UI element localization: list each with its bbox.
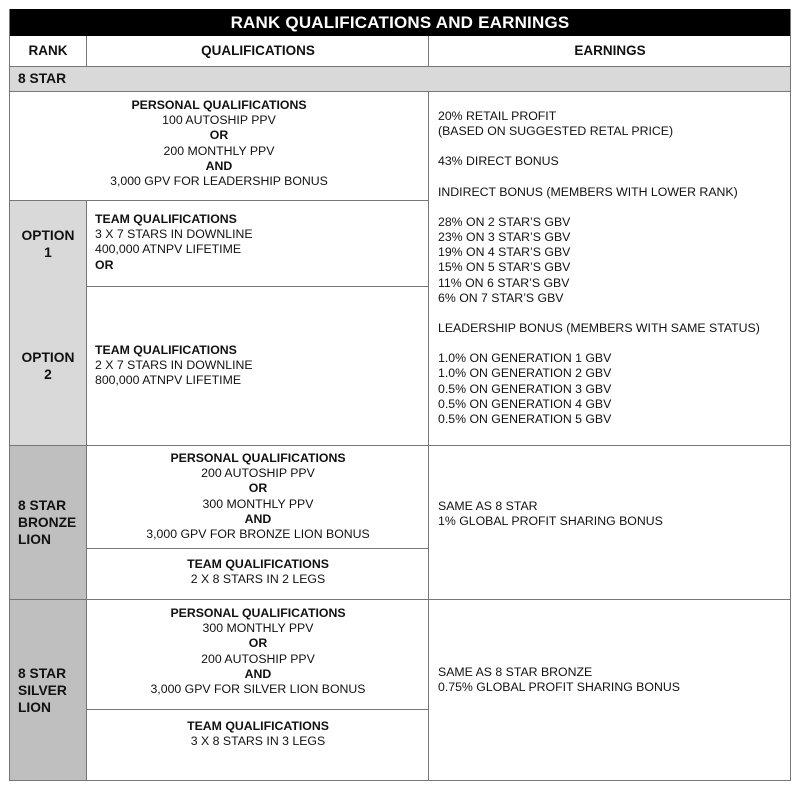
- column-divider: [86, 36, 87, 66]
- qual-line: 200 MONTHLY PPV: [163, 143, 275, 158]
- team-heading: TEAM QUALIFICATIONS: [95, 343, 237, 357]
- rank-silver-lion-label: [9, 600, 87, 780]
- qual-line: 800,000 ATNPV LIFETIME: [95, 373, 242, 388]
- indirect-bonus-line: 28% ON 2 STAR’S GBV: [438, 214, 571, 229]
- column-divider: [428, 36, 429, 66]
- row-divider: [9, 200, 429, 201]
- qual-line: 100 AUTOSHIP PPV: [162, 113, 276, 128]
- option-label-text: OPTION: [21, 349, 75, 365]
- column-divider: [428, 91, 429, 780]
- indirect-bonus-title: INDIRECT BONUS (MEMBERS WITH LOWER RANK): [438, 184, 738, 199]
- qual-connector: OR: [248, 481, 268, 496]
- rank-bronze-lion-label: [9, 446, 87, 599]
- option-2-team-qualifications: [95, 343, 425, 389]
- qual-line: 3 X 8 STARS IN 3 LEGS: [190, 734, 326, 749]
- qual-line: 300 MONTHLY PPV: [202, 496, 314, 511]
- table-border: [9, 780, 791, 781]
- qual-line: 400,000 ATNPV LIFETIME: [95, 242, 242, 257]
- indirect-bonus-line: 11% ON 6 STAR’S GBV: [438, 275, 570, 290]
- earning-line: 43% DIRECT BONUS: [438, 154, 559, 169]
- team-heading: TEAM QUALIFICATIONS: [187, 719, 329, 733]
- earning-line: 1% GLOBAL PROFIT SHARING BONUS: [438, 514, 663, 529]
- qual-connector: AND: [244, 666, 272, 681]
- earning-line: (BASED ON SUGGESTED RETAL PRICE): [438, 124, 674, 139]
- option-1-team-qualifications: [95, 212, 425, 273]
- option-number: 1: [44, 244, 52, 260]
- silver-team-qualifications: [87, 719, 429, 749]
- qual-line: 2 X 8 STARS IN 2 LEGS: [190, 572, 326, 587]
- indirect-bonus-line: 19% ON 4 STAR’S GBV: [438, 245, 571, 260]
- header-qualifications: QUALIFICATIONS: [201, 43, 315, 59]
- qual-line: 3 X 7 STARS IN DOWNLINE: [95, 227, 253, 242]
- personal-heading: PERSONAL QUALIFICATIONS: [170, 606, 346, 620]
- table-border: [790, 9, 791, 780]
- rank-8-star-banner: 8 STAR: [9, 66, 791, 91]
- qual-connector: OR: [95, 257, 114, 272]
- header-rank: RANK: [28, 43, 68, 59]
- row-divider: [9, 599, 791, 600]
- leadership-bonus-line: 1.0% ON GENERATION 1 GBV: [438, 351, 612, 366]
- leadership-bonus-line: 1.0% ON GENERATION 2 GBV: [438, 366, 612, 381]
- qual-line: 3,000 GPV FOR SILVER LION BONUS: [150, 682, 366, 697]
- option-2-label: [9, 286, 87, 445]
- row-divider: [86, 286, 429, 287]
- indirect-bonus-line: 6% ON 7 STAR’S GBV: [438, 290, 564, 305]
- row-divider: [9, 91, 791, 92]
- column-divider: [86, 200, 87, 780]
- indirect-bonus-line: 15% ON 5 STAR’S GBV: [438, 260, 571, 275]
- rank-label-line: SILVER: [18, 682, 67, 698]
- team-heading: TEAM QUALIFICATIONS: [95, 212, 237, 226]
- qual-connector: OR: [248, 636, 268, 651]
- leadership-bonus-line: 0.5% ON GENERATION 3 GBV: [438, 381, 612, 396]
- bronze-personal-qualifications: [87, 451, 429, 542]
- qual-line: 200 AUTOSHIP PPV: [201, 466, 315, 481]
- earning-line: SAME AS 8 STAR: [438, 499, 538, 513]
- indirect-bonus-line: 23% ON 3 STAR’S GBV: [438, 230, 571, 245]
- rank-label-line: LION: [18, 699, 51, 715]
- silver-earnings: [438, 665, 788, 695]
- silver-personal-qualifications: [87, 606, 429, 697]
- option-1-label: [9, 201, 87, 286]
- personal-heading: PERSONAL QUALIFICATIONS: [170, 451, 346, 465]
- star8-personal-qualifications: [9, 98, 429, 189]
- option-number: 2: [44, 366, 52, 382]
- row-divider: [86, 548, 429, 549]
- qual-line: 200 AUTOSHIP PPV: [201, 651, 315, 666]
- team-heading: TEAM QUALIFICATIONS: [187, 557, 329, 571]
- row-divider: [9, 445, 791, 446]
- earning-line: SAME AS 8 STAR BRONZE: [438, 665, 593, 679]
- star8-earnings: [438, 109, 788, 427]
- qual-connector: AND: [244, 511, 272, 526]
- qual-connector: OR: [209, 128, 229, 143]
- row-divider: [86, 709, 429, 710]
- rank-label-line: BRONZE: [18, 515, 77, 530]
- earning-line: 20% RETAIL PROFIT: [438, 109, 557, 123]
- qual-line: 3,000 GPV FOR BRONZE LION BONUS: [146, 527, 370, 542]
- option-label-text: OPTION: [21, 227, 75, 243]
- rank-label-line: 8 STAR: [18, 498, 67, 513]
- qual-connector: AND: [205, 158, 233, 173]
- leadership-bonus-line: 0.5% ON GENERATION 4 GBV: [438, 396, 612, 411]
- bronze-team-qualifications: [87, 557, 429, 587]
- personal-heading: PERSONAL QUALIFICATIONS: [131, 98, 307, 112]
- qual-line: 300 MONTHLY PPV: [202, 621, 314, 636]
- bronze-earnings: [438, 499, 788, 529]
- table-title: RANK QUALIFICATIONS AND EARNINGS: [9, 9, 791, 36]
- leadership-bonus-line: 0.5% ON GENERATION 5 GBV: [438, 412, 612, 427]
- qual-line: 3,000 GPV FOR LEADERSHIP BONUS: [110, 174, 328, 189]
- rank-label-line: LION: [18, 532, 51, 547]
- row-divider: [9, 66, 791, 67]
- leadership-bonus-title: LEADERSHIP BONUS (MEMBERS WITH SAME STATUS): [438, 321, 760, 336]
- rank-label-line: 8 STAR: [18, 665, 67, 681]
- qual-line: 2 X 7 STARS IN DOWNLINE: [95, 358, 253, 373]
- earning-line: 0.75% GLOBAL PROFIT SHARING BONUS: [438, 680, 680, 695]
- header-earnings: EARNINGS: [574, 43, 646, 59]
- table-border: [9, 9, 10, 780]
